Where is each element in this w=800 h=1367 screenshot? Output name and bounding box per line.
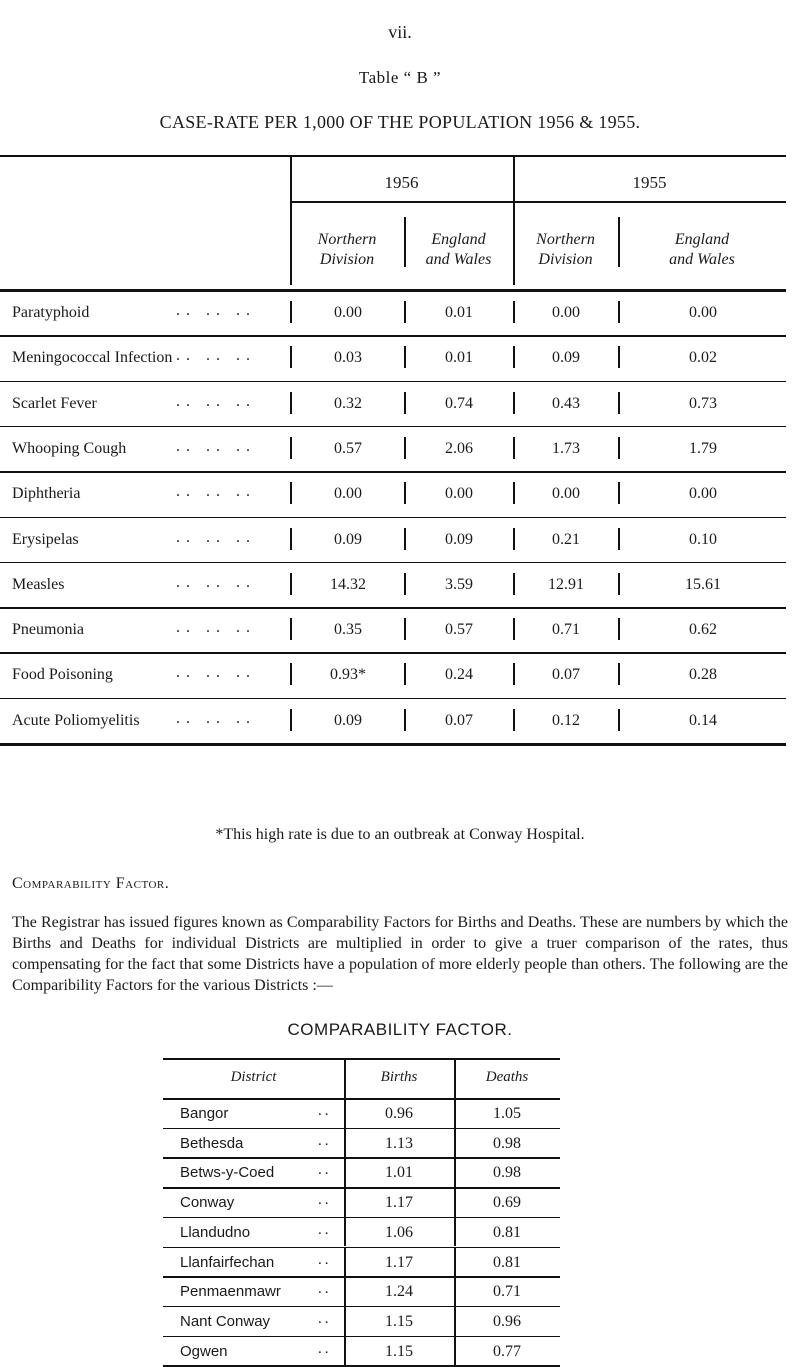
deaths-factor: 0.69: [493, 1194, 521, 1212]
leader-dots: .. .. ..: [176, 709, 256, 727]
rate-value: 12.91: [548, 575, 584, 593]
births-factor: 1.24: [385, 1283, 413, 1301]
rate-value: 0.14: [689, 711, 717, 729]
rate-value: 0.57: [334, 439, 362, 457]
rate-value: 1.79: [689, 439, 717, 457]
rate-value: 0.00: [334, 304, 362, 321]
deaths-factor: 0.81: [493, 1223, 521, 1241]
births-factor: 0.96: [385, 1105, 413, 1122]
deaths-factor: 1.05: [493, 1105, 521, 1122]
leader-dots: .. .. ..: [176, 302, 256, 319]
leader-dots: ..: [318, 1281, 332, 1298]
header-district: District: [230, 1069, 277, 1085]
body-paragraph: The Registrar has issued figures known as Comparability Factors for Births and Deaths. These are numbers by which the Births and Deaths for individual Districts are multiplied in order to give a truer comparison of the rates, thus compensating for the fact that some Districts have a population of more elderly people than others. The following are the Comparibility Factors for the various Districts :—: [12, 914, 788, 994]
leader-dots: ..: [318, 1310, 332, 1327]
deaths-factor: 0.77: [493, 1342, 521, 1360]
rate-value: 0.32: [334, 394, 362, 412]
rate-value: 0.28: [689, 666, 717, 684]
rate-value: 0.24: [445, 666, 473, 684]
deaths-factor: 0.71: [493, 1283, 521, 1301]
row-label: Erysipelas: [12, 530, 79, 548]
row-label: Pneumonia: [12, 621, 84, 639]
births-factor: 1.17: [385, 1194, 413, 1212]
rate-value: 0.12: [552, 711, 580, 729]
rate-value: 0.00: [334, 485, 362, 503]
leader-dots: ..: [318, 1103, 332, 1119]
leader-dots: .. .. ..: [176, 437, 256, 455]
comparability-table-title: COMPARABILITY FACTOR.: [287, 1020, 513, 1039]
rate-value: 0.73: [689, 394, 717, 412]
district-name: Nant Conway: [180, 1312, 271, 1330]
district-name: Bangor: [180, 1105, 229, 1122]
subhead-england-1955: England and Wales: [669, 231, 735, 268]
rate-value: 0.00: [552, 485, 580, 503]
deaths-factor: 0.81: [493, 1253, 521, 1271]
row-label: Whooping Cough: [12, 439, 127, 457]
year-heading-1956: 1956: [384, 173, 419, 192]
leader-dots: .. .. ..: [176, 619, 256, 637]
leader-dots: .. .. ..: [176, 392, 256, 410]
leader-dots: ..: [318, 1192, 332, 1209]
rate-value: 0.00: [445, 485, 473, 503]
district-name: Llandudno: [180, 1223, 251, 1241]
births-factor: 1.01: [385, 1164, 413, 1182]
footnote: *This high rate is due to an outbreak at Conway Hospital.: [215, 826, 585, 843]
page-number: vii.: [388, 22, 412, 42]
row-label: Acute Poliomyelitis: [12, 711, 140, 729]
leader-dots: .. .. ..: [176, 347, 256, 365]
rate-value: 0.74: [445, 394, 473, 412]
row-label: Diphtheria: [12, 485, 81, 503]
deaths-factor: 0.98: [493, 1134, 521, 1152]
leader-dots: ..: [318, 1340, 332, 1357]
rate-value: 0.03: [334, 349, 362, 367]
rate-value: 0.71: [552, 621, 580, 639]
year-heading-1955: 1955: [632, 173, 667, 192]
row-label: Measles: [12, 575, 65, 593]
district-name: Ogwen: [180, 1342, 228, 1360]
rate-value: 0.00: [689, 304, 717, 321]
section-heading: Comparability Factor.: [12, 875, 170, 892]
births-factor: 1.15: [385, 1342, 413, 1360]
rate-value: 0.00: [552, 304, 580, 321]
rate-value: 0.07: [552, 666, 580, 684]
case-rate-table: [0, 155, 800, 805]
subhead-northern-1956: Northern Division: [317, 231, 377, 268]
rate-value: 0.43: [552, 394, 580, 412]
births-factor: 1.15: [385, 1312, 413, 1330]
rate-value: 0.62: [689, 621, 717, 639]
rate-value: 0.57: [445, 621, 473, 639]
births-factor: 1.17: [385, 1253, 413, 1271]
rate-value: 1.73: [552, 439, 580, 457]
leader-dots: .. .. ..: [176, 528, 256, 546]
subhead-england-1956: England and Wales: [425, 231, 492, 268]
row-label: Scarlet Fever: [12, 394, 97, 412]
rate-value: 0.00: [689, 485, 717, 503]
leader-dots: ..: [318, 1251, 332, 1268]
deaths-factor: 0.98: [493, 1164, 521, 1182]
births-factor: 1.06: [385, 1223, 413, 1241]
leader-dots: ..: [318, 1132, 332, 1149]
rate-value: 14.32: [330, 575, 366, 593]
page-title: CASE-RATE PER 1,000 OF THE POPULATION 1956 & 1955.: [159, 112, 641, 132]
rate-value: 0.01: [445, 304, 473, 321]
header-deaths: Deaths: [485, 1069, 529, 1085]
rate-value: 0.10: [689, 530, 717, 548]
rate-value: 0.21: [552, 530, 580, 548]
row-label: Paratyphoid: [12, 304, 90, 321]
rate-value: 0.93*: [330, 666, 366, 684]
district-name: Bethesda: [180, 1134, 244, 1152]
row-label: Food Poisoning: [12, 666, 113, 684]
deaths-factor: 0.96: [493, 1312, 521, 1330]
table-label: Table “ B ”: [358, 68, 442, 87]
births-factor: 1.13: [385, 1134, 413, 1152]
leader-dots: .. .. ..: [176, 664, 256, 682]
district-name: Betws-y-Coed: [180, 1164, 275, 1182]
rate-value: 0.01: [445, 349, 473, 367]
district-name: Llanfairfechan: [180, 1253, 275, 1271]
subhead-northern-1955: Northern Division: [536, 231, 595, 268]
rate-value: 0.09: [334, 711, 362, 729]
row-label: Meningococcal Infection: [12, 349, 173, 367]
rate-value: 0.09: [334, 530, 362, 548]
leader-dots: .. .. ..: [176, 573, 256, 591]
district-name: Penmaenmawr: [180, 1283, 281, 1301]
rate-value: 0.02: [689, 349, 717, 367]
leader-dots: ..: [318, 1221, 332, 1238]
rate-value: 0.35: [334, 621, 362, 639]
rate-value: 3.59: [445, 575, 473, 593]
comparability-table: [0, 1058, 800, 1358]
district-name: Conway: [180, 1194, 235, 1212]
header-births: Births: [380, 1069, 418, 1085]
rate-value: 15.61: [685, 575, 721, 593]
rate-value: 0.07: [445, 711, 473, 729]
leader-dots: ..: [318, 1162, 332, 1179]
leader-dots: .. .. ..: [176, 483, 256, 501]
rate-value: 0.09: [445, 530, 473, 548]
rate-value: 2.06: [445, 439, 473, 457]
rate-value: 0.09: [552, 349, 580, 367]
